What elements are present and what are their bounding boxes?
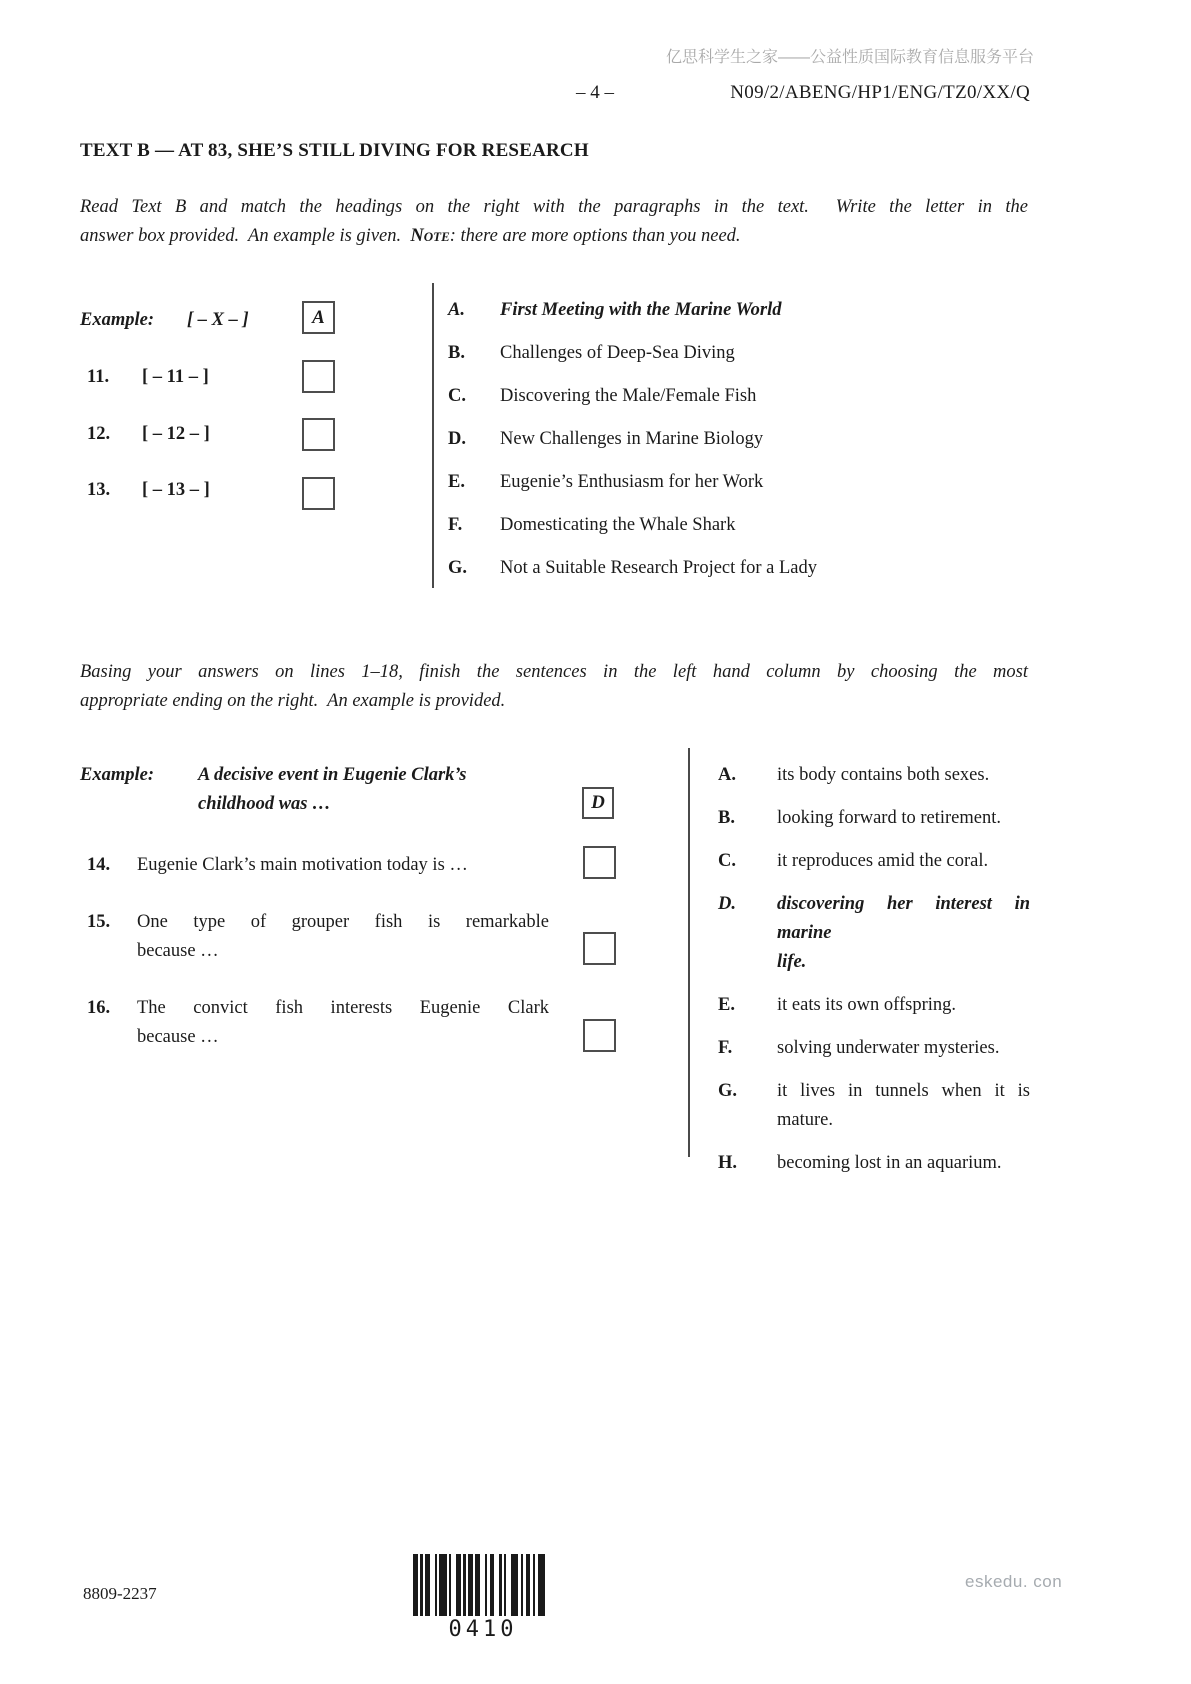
- instructions1-line2-pre: answer box provided. An example is given.: [80, 226, 411, 246]
- option-d-text: New Challenges in Marine Biology: [500, 429, 764, 449]
- question-16-row: [87, 994, 549, 1052]
- question-13-prompt: [ – 13 – ]: [142, 480, 210, 500]
- option-a-text: First Meeting with the Marine World: [500, 300, 782, 320]
- ending-g-line1: it lives in tunnels when it is: [777, 1081, 1030, 1101]
- footer-site-watermark: eskedu. con: [965, 1572, 1063, 1591]
- option-e-text: Eugenie’s Enthusiasm for her Work: [500, 472, 764, 492]
- ending-e-text: it eats its own offspring.: [777, 995, 956, 1015]
- answer-box-16[interactable]: [583, 1019, 616, 1052]
- endings-option-list: [718, 761, 1030, 1192]
- option-d-letter: D.: [448, 429, 466, 449]
- ending-e-row: [718, 991, 1030, 1020]
- ending-f-text: solving underwater mysteries.: [777, 1038, 1000, 1058]
- option-c-text: Discovering the Male/Female Fish: [500, 386, 757, 406]
- ending-a-letter: A.: [718, 765, 736, 785]
- option-b-letter: B.: [448, 343, 465, 363]
- instructions2-line2: appropriate ending on the right. An example is provided.: [80, 691, 506, 711]
- ending-h-row: [718, 1149, 1030, 1178]
- question-11-prompt: [ – 11 – ]: [142, 367, 209, 387]
- option-c-letter: C.: [448, 386, 466, 406]
- ending-b-letter: B.: [718, 808, 735, 828]
- ending-b-text: looking forward to retirement.: [777, 808, 1001, 828]
- option-f-row: [448, 511, 1014, 540]
- barcode: [413, 1554, 553, 1642]
- instructions1-line1: Read Text B and match the headings on the right with the paragraphs in the text. Write the letter in the: [80, 197, 1028, 217]
- ending-d-line1: discovering her interest in marine: [777, 894, 1030, 943]
- option-f-letter: F.: [448, 515, 463, 535]
- option-e-letter: E.: [448, 472, 465, 492]
- ending-c-text: it reproduces amid the coral.: [777, 851, 989, 871]
- section1-divider: [432, 283, 434, 588]
- instructions-paragraph-2: [80, 658, 1028, 716]
- section2-divider: [688, 748, 690, 1157]
- answer-box-13[interactable]: [302, 477, 335, 510]
- example1-label: Example:: [80, 310, 154, 330]
- ending-f-letter: F.: [718, 1038, 733, 1058]
- ending-f-row: [718, 1034, 1030, 1063]
- option-e-row: [448, 468, 1014, 497]
- question-15-number: 15.: [87, 912, 111, 932]
- question-14-number: 14.: [87, 855, 111, 875]
- question-15-line1: One type of grouper fish is remarkable: [137, 912, 549, 932]
- answer-box-example1: A: [302, 301, 335, 334]
- barcode-bars: [413, 1554, 553, 1616]
- option-f-text: Domesticating the Whale Shark: [500, 515, 736, 535]
- question-12-number: 12.: [87, 424, 111, 444]
- document-number: 8809-2237: [83, 1584, 157, 1603]
- option-a-letter: A.: [448, 300, 465, 320]
- question-15-line2: because …: [137, 941, 219, 961]
- answer-box-example2: D: [582, 787, 614, 819]
- instructions1-line2-post: : there are more options than you need.: [449, 226, 741, 246]
- option-g-text: Not a Suitable Research Project for a Lady: [500, 558, 817, 578]
- instructions1-line2: [80, 222, 1028, 251]
- option-b-text: Challenges of Deep-Sea Diving: [500, 343, 735, 363]
- ending-g-line2: mature.: [777, 1110, 833, 1130]
- header-cn-watermark: 亿思科学生之家——公益性质国际教育信息服务平台: [665, 49, 1034, 66]
- option-a-row: [448, 296, 1014, 325]
- answer-box-14[interactable]: [583, 846, 616, 879]
- ending-g-row: [718, 1077, 1030, 1135]
- option-g-letter: G.: [448, 558, 468, 578]
- note-word: Note: [410, 226, 450, 246]
- example2-label: Example:: [80, 765, 154, 785]
- instructions-paragraph-1: [80, 193, 1028, 251]
- option-b-row: [448, 339, 1014, 368]
- ending-h-text: becoming lost in an aquarium.: [777, 1153, 1002, 1173]
- ending-d-letter: D.: [718, 894, 736, 914]
- question-12-row: [87, 420, 427, 449]
- ending-c-letter: C.: [718, 851, 736, 871]
- paper-code: N09/2/ABENG/HP1/ENG/TZ0/XX/Q: [730, 82, 1030, 103]
- example1-prompt: [ – X – ]: [187, 310, 249, 330]
- example2-line2: childhood was …: [198, 794, 331, 814]
- question-16-number: 16.: [87, 998, 111, 1018]
- example2-line1: A decisive event in Eugenie Clark’s: [198, 765, 467, 785]
- ending-h-letter: H.: [718, 1153, 738, 1173]
- option-c-row: [448, 382, 1014, 411]
- ending-g-letter: G.: [718, 1081, 738, 1101]
- headings-option-list: [448, 296, 1014, 597]
- option-g-row: [448, 554, 1014, 583]
- question-11-row: [87, 363, 427, 392]
- ending-b-row: [718, 804, 1030, 833]
- instructions2-line1: Basing your answers on lines 1–18, finish the sentences in the left hand column by choosing the most: [80, 662, 1028, 682]
- question-14-row: [87, 851, 557, 880]
- answer-box-15[interactable]: [583, 932, 616, 965]
- question-16-line2: because …: [137, 1027, 219, 1047]
- ending-d-row: [718, 890, 1030, 977]
- question-13-row: [87, 476, 427, 505]
- ending-a-row: [718, 761, 1030, 790]
- option-d-row: [448, 425, 1014, 454]
- question-14-text: Eugenie Clark’s main motivation today is …: [137, 855, 468, 875]
- ending-a-text: its body contains both sexes.: [777, 765, 990, 785]
- question-11-number: 11.: [87, 367, 110, 387]
- ending-c-row: [718, 847, 1030, 876]
- example1-row: [80, 306, 430, 335]
- question-12-prompt: [ – 12 – ]: [142, 424, 210, 444]
- answer-box-11[interactable]: [302, 360, 335, 393]
- ending-d-line2: life.: [777, 952, 807, 972]
- page-number: – 4 –: [576, 82, 614, 103]
- question-13-number: 13.: [87, 480, 111, 500]
- question-15-row: [87, 908, 549, 966]
- answer-box-12[interactable]: [302, 418, 335, 451]
- barcode-text: 0410: [448, 1617, 518, 1642]
- ending-e-letter: E.: [718, 995, 735, 1015]
- question-16-line1: The convict fish interests Eugenie Clark: [137, 998, 549, 1018]
- text-b-title: TEXT B — AT 83, SHE’S STILL DIVING FOR RESEARCH: [80, 140, 589, 161]
- example2-prompt: [198, 761, 570, 819]
